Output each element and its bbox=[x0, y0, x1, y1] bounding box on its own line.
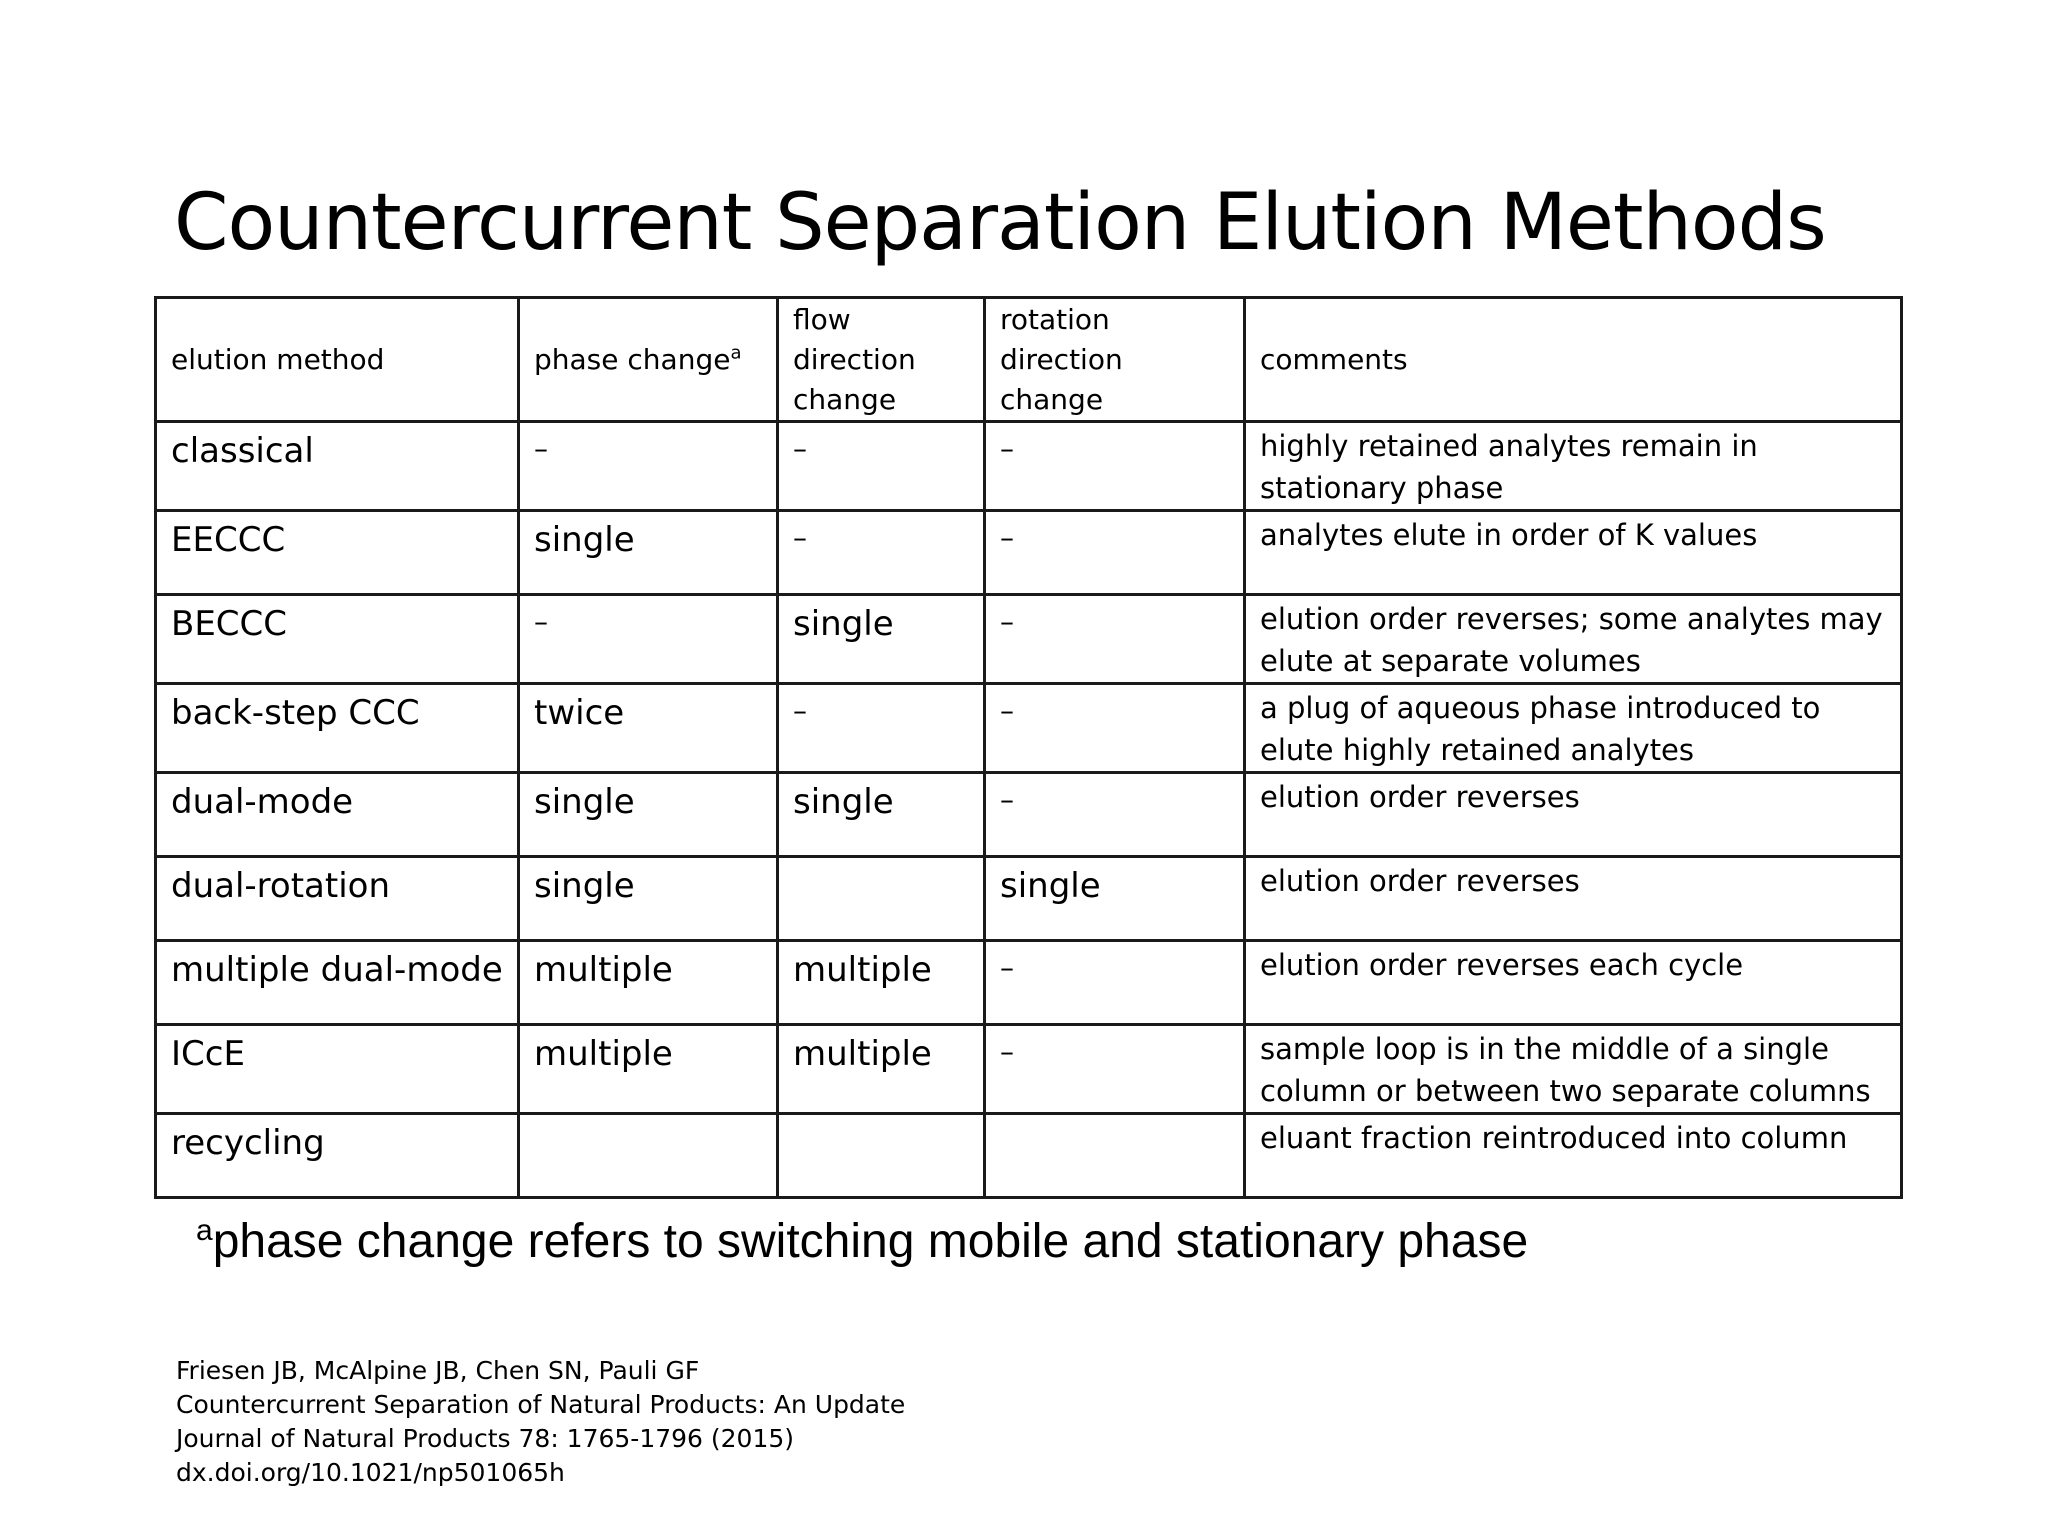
cell-comments: highly retained analytes remain in stationary phase bbox=[1245, 422, 1902, 511]
cell-flow-change: single bbox=[778, 595, 985, 684]
cell-rotation-change: – bbox=[985, 941, 1245, 1025]
table-row bbox=[156, 422, 1902, 511]
header-flow-line: direction bbox=[793, 342, 916, 376]
cell-comments: elution order reverses; some analytes may elute at separate volumes bbox=[1245, 595, 1902, 684]
citation-journal: Journal of Natural Products 78: 1765-1796 (2015) bbox=[176, 1424, 795, 1453]
table-row bbox=[156, 773, 1902, 857]
cell-flow-change: – bbox=[778, 511, 985, 595]
cell-flow-change: multiple bbox=[778, 1025, 985, 1114]
table-row bbox=[156, 595, 1902, 684]
footnote-mark: a bbox=[196, 1214, 213, 1247]
header-flow-direction-change bbox=[778, 298, 985, 422]
cell-comments: elution order reverses bbox=[1245, 773, 1902, 857]
cell-phase-change: multiple bbox=[519, 1025, 778, 1114]
table-row bbox=[156, 857, 1902, 941]
elution-methods-table bbox=[154, 296, 1903, 1199]
cell-rotation-change: – bbox=[985, 422, 1245, 511]
table-row bbox=[156, 1025, 1902, 1114]
cell-phase-change: twice bbox=[519, 684, 778, 773]
cell-comments: a plug of aqueous phase introduced to elute highly retained analytes bbox=[1245, 684, 1902, 773]
cell-rotation-change: – bbox=[985, 684, 1245, 773]
header-phase-change bbox=[519, 298, 778, 422]
header-comments: comments bbox=[1245, 298, 1902, 422]
cell-method: dual-rotation bbox=[156, 857, 519, 941]
cell-rotation-change: – bbox=[985, 595, 1245, 684]
table-row bbox=[156, 684, 1902, 773]
table-header-row bbox=[156, 298, 1902, 422]
cell-comments: sample loop is in the middle of a single column or between two separate columns bbox=[1245, 1025, 1902, 1114]
cell-flow-change bbox=[778, 1114, 985, 1198]
cell-flow-change: – bbox=[778, 422, 985, 511]
cell-phase-change: – bbox=[519, 422, 778, 511]
cell-phase-change: single bbox=[519, 857, 778, 941]
citation-article-title: Countercurrent Separation of Natural Products: An Update bbox=[176, 1390, 906, 1419]
cell-phase-change: single bbox=[519, 773, 778, 857]
cell-rotation-change: – bbox=[985, 773, 1245, 857]
table-row bbox=[156, 941, 1902, 1025]
cell-rotation-change bbox=[985, 1114, 1245, 1198]
cell-rotation-change: – bbox=[985, 511, 1245, 595]
cell-method: BECCC bbox=[156, 595, 519, 684]
cell-comments: elution order reverses each cycle bbox=[1245, 941, 1902, 1025]
cell-method: dual-mode bbox=[156, 773, 519, 857]
header-rotation-line: rotation bbox=[1000, 302, 1110, 336]
cell-comments: elution order reverses bbox=[1245, 857, 1902, 941]
header-flow-line: flow bbox=[793, 302, 851, 336]
cell-method: back-step CCC bbox=[156, 684, 519, 773]
header-phase-change-footnote-mark: a bbox=[730, 342, 742, 364]
cell-phase-change: single bbox=[519, 511, 778, 595]
cell-flow-change bbox=[778, 857, 985, 941]
cell-method: multiple dual-mode bbox=[156, 941, 519, 1025]
cell-phase-change: multiple bbox=[519, 941, 778, 1025]
table-row bbox=[156, 511, 1902, 595]
header-rotation-direction-change bbox=[985, 298, 1245, 422]
header-flow-line: change bbox=[793, 382, 897, 416]
cell-phase-change: – bbox=[519, 595, 778, 684]
header-rotation-line: change bbox=[1000, 382, 1104, 416]
table-row bbox=[156, 1114, 1902, 1198]
cell-method: recycling bbox=[156, 1114, 519, 1198]
footnote-text: phase change refers to switching mobile and stationary phase bbox=[212, 1215, 1529, 1268]
cell-method: EECCC bbox=[156, 511, 519, 595]
cell-rotation-change: – bbox=[985, 1025, 1245, 1114]
citation-doi: dx.doi.org/10.1021/np501065h bbox=[176, 1458, 565, 1487]
cell-phase-change bbox=[519, 1114, 778, 1198]
cell-method: classical bbox=[156, 422, 519, 511]
table-footnote bbox=[196, 1212, 1528, 1272]
cell-flow-change: – bbox=[778, 684, 985, 773]
cell-rotation-change: single bbox=[985, 857, 1245, 941]
citation bbox=[176, 1354, 905, 1490]
citation-authors: Friesen JB, McAlpine JB, Chen SN, Pauli GF bbox=[176, 1356, 700, 1385]
cell-method: ICcE bbox=[156, 1025, 519, 1114]
slide-title: Countercurrent Separation Elution Methods bbox=[174, 178, 1826, 268]
header-phase-change-label: phase change bbox=[534, 342, 731, 376]
cell-comments: analytes elute in order of K values bbox=[1245, 511, 1902, 595]
cell-flow-change: single bbox=[778, 773, 985, 857]
header-elution-method: elution method bbox=[156, 298, 519, 422]
cell-comments: eluant fraction reintroduced into column bbox=[1245, 1114, 1902, 1198]
cell-flow-change: multiple bbox=[778, 941, 985, 1025]
header-rotation-line: direction bbox=[1000, 342, 1123, 376]
